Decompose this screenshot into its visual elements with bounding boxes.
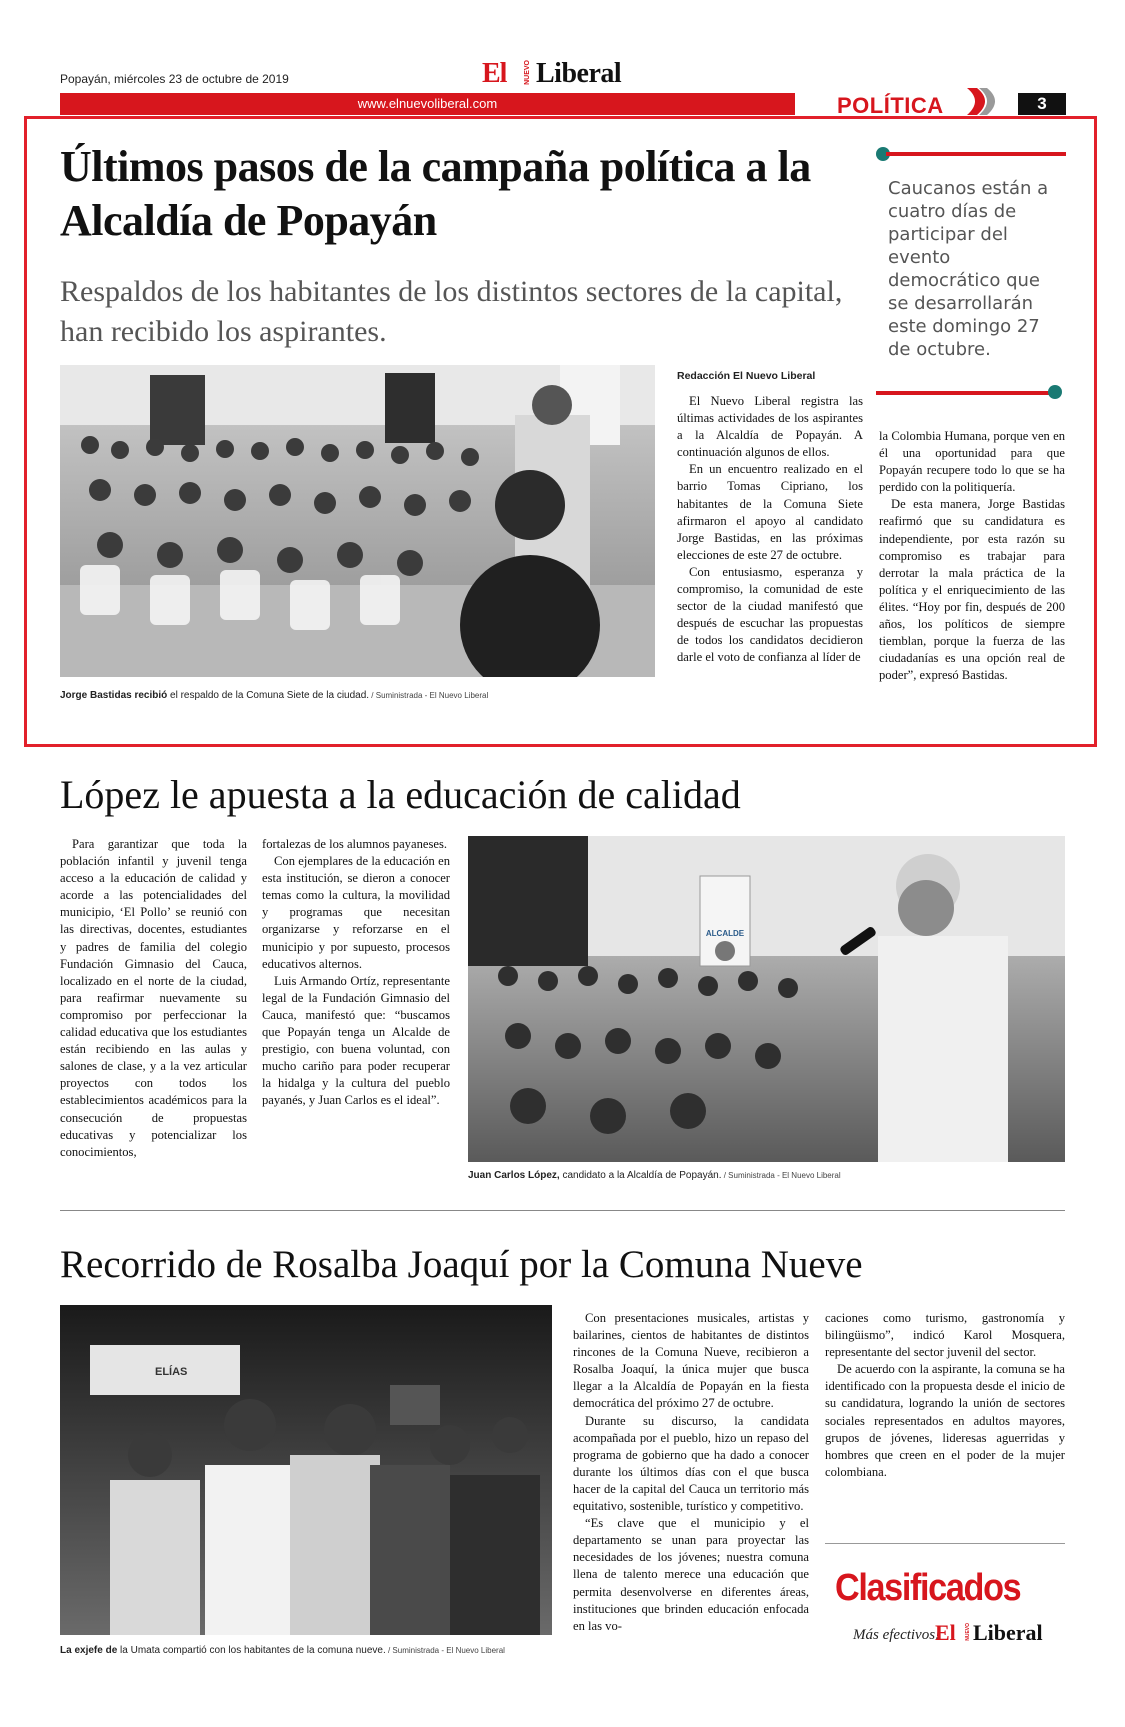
ad-logo-nuevo: NUEVO <box>965 1623 971 1641</box>
caption-text: candidato a la Alcaldía de Popayán. <box>559 1170 722 1181</box>
paragraph: El Nuevo Liberal registra las últimas actividades de los aspirantes a la Alcaldía de Popayán. A continuación algunos de ellos. <box>677 394 863 460</box>
caption-name: Juan Carlos López, <box>468 1170 560 1181</box>
article1-subheadline: Respaldos de los habitantes de los distintos sectores de la capital, han recibido los aspirantes. <box>60 275 843 348</box>
paragraph: Con entusiasmo, esperanza y compromiso, la comunidad de este sector de la ciudad manifestó que después de escuchar las propuestas de todos los candidatos decidieron darle el voto de confianza al líder de <box>677 564 863 665</box>
article1-column-1 <box>677 393 863 667</box>
article3-headline: Recorrido de Rosalba Joaquí por la Comuna Nueve <box>60 1243 863 1286</box>
website-url[interactable]: www.elnuevoliberal.com <box>357 96 498 111</box>
ad-logo-el: El <box>935 1620 956 1645</box>
quote-text: Caucanos están a cuatro días de participar del evento democrático que se desarrollarán este domingo 27 de octubre. <box>888 178 1049 360</box>
ad-tagline: Más efectivos! <box>853 1627 941 1643</box>
clasificados-ad[interactable] <box>825 1555 1065 1665</box>
caption-credit: / Suministrada - El Nuevo Liberal <box>369 691 489 700</box>
caption-text: la Umata compartió con los habitantes de la comuna nueve. <box>117 1645 386 1656</box>
article1-photo[interactable] <box>60 365 655 677</box>
article1-headline: Últimos pasos de la campaña política a la Alcaldía de Popayán <box>60 142 811 245</box>
paragraph: Durante su discurso, la candidata acompañada por el pueblo, hizo un repaso del programa de gobierno que ha dado a conocer durante los últimos días con el que busca hacer de la capital del Cauca un territorio más equitativo, sostenible, turístico y competitivo. <box>573 1413 809 1514</box>
paragraph: Con presentaciones musicales, artistas y bailarines, cientos de habitantes de distintos rincones de la Comuna Nueve, recibieron a Rosalba Joaquí, la única mujer que busca llegar a la Alcaldía de Popayán en la fiesta democrática del próximo 27 de octubre. <box>573 1311 809 1411</box>
article1-byline: Redacción El Nuevo Liberal <box>677 370 816 382</box>
article1-photo-caption <box>60 690 660 701</box>
caption-text: el respaldo de la Comuna Siete de la ciudad. <box>167 690 370 701</box>
quote-line-bottom <box>876 391 1054 395</box>
page-number: 3 <box>1018 93 1066 115</box>
paragraph: caciones como turismo, gastronomía y bilingüismo”, indicó Karol Mosquera, representante del sector juvenil del sector. <box>825 1311 1065 1360</box>
pull-quote <box>876 147 1066 402</box>
caption-name: La exjefe de <box>60 1645 118 1656</box>
article3-column-2 <box>825 1310 1065 1481</box>
paragraph: En un encuentro realizado en el barrio Tomas Cipriano, los habitantes de la Comuna Siete afirmaron el apoyo al candidato Jorge Bastidas, en las próximas elecciones de este 27 de octubre. <box>677 462 863 562</box>
ad-title: Clasificados <box>835 1567 1021 1609</box>
ad-logo-liberal: Liberal <box>973 1620 1043 1645</box>
issue-date: Popayán, miércoles 23 de octubre de 2019 <box>60 72 289 86</box>
paragraph: “Es clave que el municipio y el departamento se unan para proyectar las necesidades de los jóvenes; nuestra comuna llena de talento merece una educación que permita desenvolverse en diferentes áreas, instituciones que brinden educación enfocada en las vo- <box>573 1516 809 1633</box>
logo-nuevo: NUEVO <box>524 60 531 85</box>
section-label: POLÍTICA <box>837 93 944 118</box>
article2-column-1 <box>60 836 247 1161</box>
poster-text: ALCALDE <box>705 929 745 938</box>
paragraph: Luis Armando Ortíz, representante legal de la Fundación Gimnasio del Cauca, manifestó que: “buscamos que Popayán tenga un Alcalde de prestigio, con buena voluntad, con mucho cariño para poder recuperar la hidalga y la cultura del pueblo payanés, y Juan Carlos es el ideal”. <box>262 973 450 1108</box>
paragraph: la Colombia Humana, porque ven en él una oportunidad para que Popayán recupere todo lo que se ha perdido con la politiquería. <box>879 429 1065 495</box>
section-tab <box>795 88 1010 118</box>
paragraph: De esta manera, Jorge Bastidas reafirmó que su candidatura es independiente, por esta razón su compromiso es trabajar para derrotar la mala práctica de la política y el enriquecimiento de las élites. “Hoy por fin, después de 200 años, los políticos de siempre tiemblan, porque la fuerza de las ciudadanías es una opción real de poder”, expresó Bastidas. <box>879 497 1065 683</box>
caption-name: Jorge Bastidas recibió <box>60 690 168 701</box>
article3-column-1 <box>573 1310 809 1635</box>
chevron-decoration-icon <box>965 88 1005 115</box>
quote-line-top <box>886 152 1066 156</box>
paragraph: fortalezas de los alumnos payaneses. <box>262 837 447 851</box>
banner-text: ELÍAS <box>155 1366 188 1378</box>
article3-photo[interactable] <box>60 1305 552 1635</box>
newspaper-logo[interactable] <box>482 56 642 90</box>
paragraph: De acuerdo con la aspirante, la comuna se ha identificado con la propuesta desde el inicio de su candidatura, logrando la unión de sectores sociales representados en adultos mayores, grupos de jóvenes, lideresas aguerridas y hombres que creen en el poder de la mujer colombiana. <box>825 1362 1065 1479</box>
section-divider <box>60 1210 1065 1211</box>
article2-photo-caption <box>468 1170 1065 1181</box>
article1-column-2 <box>879 428 1065 684</box>
caption-credit: / Suministrada - El Nuevo Liberal <box>721 1171 841 1180</box>
article2-column-2 <box>262 836 450 1110</box>
logo-liberal: Liberal <box>536 58 622 89</box>
article2-photo[interactable] <box>468 836 1065 1162</box>
article3-photo-caption <box>60 1645 560 1656</box>
quote-dot-bottom <box>1048 385 1062 399</box>
ad-logo <box>935 1620 1065 1646</box>
logo-el: El <box>482 58 507 89</box>
paragraph: Con ejemplares de la educación en esta institución, se dieron a conocer temas como la cultura, la movilidad y programas que necesitan organizarse y reforzarse en el municipio y por supuesto, procesos educativos alternos. <box>262 854 450 971</box>
ad-divider <box>825 1543 1065 1544</box>
caption-credit: / Suministrada - El Nuevo Liberal <box>385 1646 505 1655</box>
article2-headline: López le apuesta a la educación de calidad <box>60 772 741 817</box>
paragraph: Para garantizar que toda la población infantil y juvenil tenga acceso a la educación de calidad y acorde a las potencialidades del municipio, ‘El Pollo’ se reunió con las directivas, docentes, estudiantes y padres de familia del colegio Fundación Gimnasio del Cauca, localizado en el norte de la ciudad, para reafirmar nuevamente su compromiso por perfeccionar la calidad educativa que los estudiantes están recibiendo en las aulas y salones de clase, y a la vez articular proyectos con todos los establecimientos académicos para la consecución de propuestas educativas y potencializar los conocimientos, <box>60 837 247 1159</box>
